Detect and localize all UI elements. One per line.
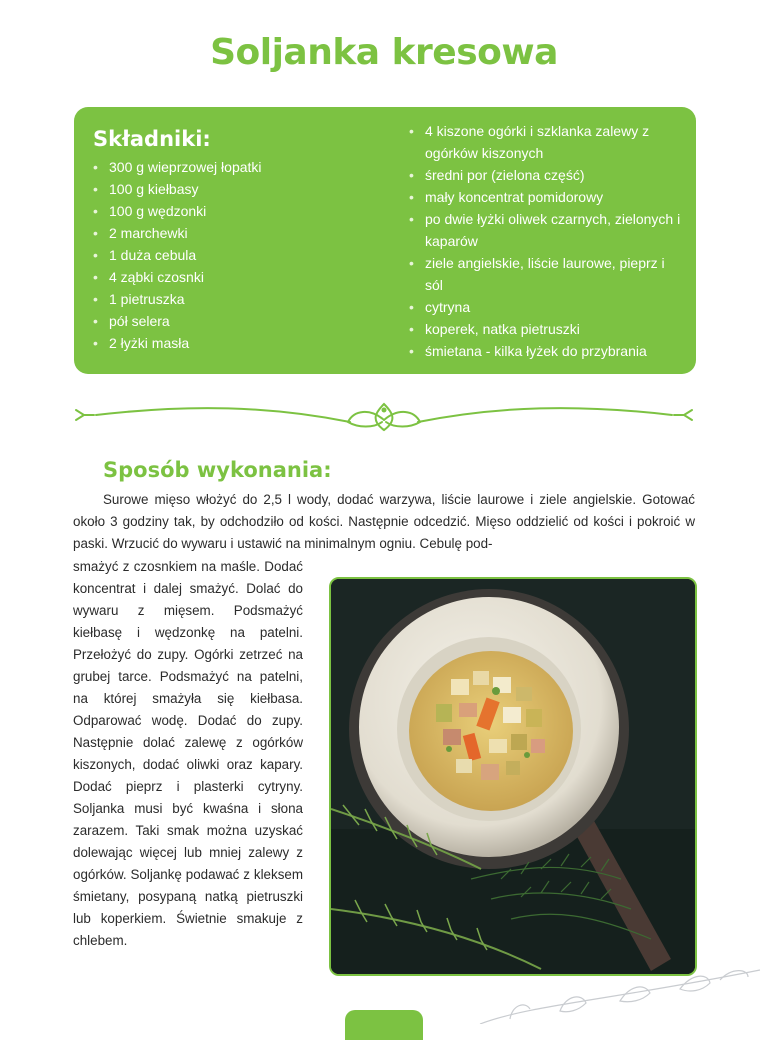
ingredient-item: • 100 g wędzonki — [93, 200, 353, 222]
ingredient-item: • 4 kiszone ogórki i szklanka zalewy z ogórków kiszonych — [409, 120, 684, 164]
ornamental-divider-icon — [70, 398, 698, 434]
ingredient-item: • 1 duża cebula — [93, 244, 353, 266]
soup-bowl-icon — [331, 579, 695, 974]
ingredient-item: • 2 łyżki masła — [93, 332, 353, 354]
leaf-branch-decoration-icon — [470, 965, 768, 1024]
page-title: Soljanka kresowa — [210, 32, 558, 73]
soup-bowl-photo — [329, 577, 697, 976]
ingredient-item: • średni por (zielona część) — [409, 164, 684, 186]
ingredient-item: • koperek, natka pietruszki — [409, 318, 684, 340]
ingredient-item: • 2 marchewki — [93, 222, 353, 244]
ingredient-item: • mały koncentrat pomidorowy — [409, 186, 684, 208]
method-body-text: smażyć z czosnkiem na maśle. Dodać koncentrat i dalej smażyć. Dolać do wywaru z mięsem. Podsmażyć kiełbasę i wędzonkę na patelni. Przełożyć do zupy. Ogórki zetrzeć na grubej tarce. Podsmażyć na patelni, na której smażyła się kiełbasa. Odparować wodę. Dodać do zupy. Następnie dolać zalewę z ogórków kiszonych, dodać oliwki oraz kapary. Dodać pieprz i plasterki cytryny. Soljanka musi być kwaśna i słona zarazem. Taki smak można uzyskać dolewając więcej lub mniej zalewy z ogórków. Soljankę podawać z kleksem śmietany, posypaną natką pietruszki lub koperkiem. Świetnie smakuje z chlebem. — [73, 559, 303, 948]
ingredients-heading: Składniki: — [93, 127, 211, 151]
ingredient-item: • cytryna — [409, 296, 684, 318]
page-number-tab — [345, 1010, 423, 1040]
ingredients-list-right — [409, 120, 684, 362]
ingredients-list-left — [93, 156, 353, 354]
ingredient-item: • 300 g wieprzowej łopatki — [93, 156, 353, 178]
ingredient-item: • ziele angielskie, liście laurowe, pieprz i sól — [409, 252, 684, 296]
ingredient-item: • po dwie łyżki oliwek czarnych, zielonych i kaparów — [409, 208, 684, 252]
ingredient-item: • pół selera — [93, 310, 353, 332]
ingredient-item: • 4 ząbki czosnki — [93, 266, 353, 288]
method-intro-text: Surowe mięso włożyć do 2,5 l wody, dodać warzywa, liście laurowe i ziele angielskie. Gotować około 3 godziny tak, by odchodziło od kości. Następnie odcedzić. Mięso oddzielić od kości i pokroić w paski. Wrzucić do wywaru i ustawić na minimalnym ogniu. Cebulę pod- — [73, 492, 695, 551]
ingredient-item: • 1 pietruszka — [93, 288, 353, 310]
ingredient-item: • 100 g kiełbasy — [93, 178, 353, 200]
ingredients-panel — [74, 107, 696, 374]
method-heading: Sposób wykonania: — [103, 458, 332, 482]
ingredient-item: • śmietana - kilka łyżek do przybrania — [409, 340, 684, 362]
